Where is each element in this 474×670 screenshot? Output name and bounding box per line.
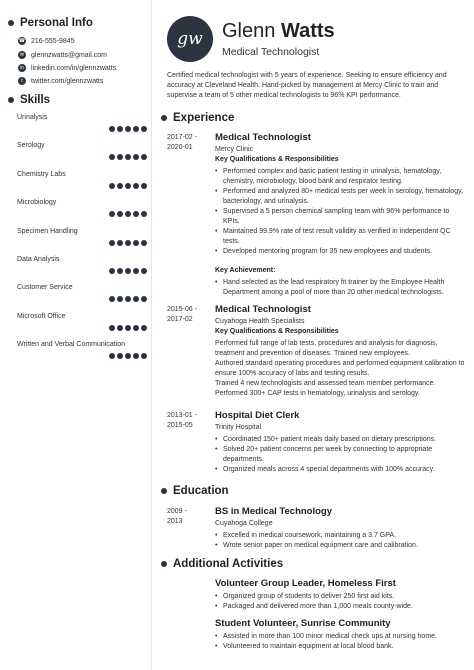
achievement-label: Key Achievement: xyxy=(215,267,276,274)
list-item: • Wrote senior paper on medical equipment care and calibration. xyxy=(215,541,465,551)
list-item: • Assisted in more than 100 minor medical check ups at nursing home. xyxy=(215,632,465,642)
qualifications-label: Key Qualifications & Responsibilities xyxy=(215,328,339,335)
profile-summary: Certified medical technologist with 5 years of experience. Seeking to ensure efficiency and accuracy at Cleveland Health. Hand-picked by management at Mercy Clinic to train and supervise a team of 5 other medical technologists to 96% KPI performance. xyxy=(167,72,447,99)
school-name: Cuyahoga College xyxy=(215,520,273,527)
personal-info-heading: Personal Info xyxy=(8,17,93,29)
bullet-dot-icon xyxy=(161,115,167,121)
full-name: Glenn Watts xyxy=(222,20,335,42)
activity-bullets xyxy=(215,632,465,652)
experience-heading: Experience xyxy=(161,112,234,124)
job-bullets xyxy=(215,167,465,257)
contact-phone: ☎ 216-555-9845 xyxy=(18,37,75,45)
activity-bullets xyxy=(215,592,465,612)
activity-title: Volunteer Group Leader, Homeless First xyxy=(215,578,396,589)
list-item: • Excelled in medical coursework, maintaining a 3.7 GPA. xyxy=(215,531,465,541)
phone-icon: ☎ xyxy=(18,38,26,44)
bullet-dot-icon xyxy=(161,561,167,567)
list-item: • Solved 20+ patient concerns per week by connecting to appropriate departments. xyxy=(215,445,465,465)
list-item: • Performed complex and basic patient testing in urinalysis, hematology, chemistry, microbiology, blood bank and respirator testing. xyxy=(215,167,465,187)
list-item: • Volunteered to maintain equipment at local blood bank. xyxy=(215,642,465,652)
list-item: • Organized group of students to deliver 250 first aid kits. xyxy=(215,592,465,602)
degree-title: BS in Medical Technology xyxy=(215,506,333,517)
education-bullets xyxy=(215,531,465,551)
list-item: • Performed and analyzed 80+ medical tests per week in serology, hematology, bacteriology, and urinalysis. xyxy=(215,187,465,207)
list-item: • Supervised a 5 person chemical sampling team with 96% performance to KPIs. xyxy=(215,207,465,227)
job-dates: 2015-06 - 2017-02 xyxy=(167,306,197,323)
company-name: Trinity Hospital xyxy=(215,424,262,431)
skill-name: Data Analysis xyxy=(17,256,60,263)
list-item: • Organized meals across 4 special departments with 100% accuracy. xyxy=(215,465,465,475)
education-dates: 2009 - 2013 xyxy=(167,508,187,525)
job-bullets xyxy=(215,435,465,475)
skill-name: Microsoft Office xyxy=(17,312,66,320)
list-item: • Packaged and delivered more than 1,000 meals county-wide. xyxy=(215,602,465,612)
contact-linkedin[interactable]: in linkedin.com/in/glennzwatts xyxy=(18,64,116,72)
job-title-entry: Medical Technologist xyxy=(215,304,311,315)
twitter-icon: t xyxy=(18,77,26,85)
contact-email[interactable]: ✉ glennzwatts@gmail.com xyxy=(19,51,107,59)
email-icon: ✉ xyxy=(19,52,25,58)
skill-name: Microbiology xyxy=(17,199,57,207)
qualifications-label: Key Qualifications & Responsibilities xyxy=(215,156,339,163)
skill-name: Specimen Handling xyxy=(17,227,78,235)
education-heading: Education xyxy=(161,485,229,497)
list-item: • Developed mentoring program for 35 new employees and students. xyxy=(215,247,465,257)
skills-heading: Skills xyxy=(8,94,50,106)
job-dates: 2017-02 - 2020-01 xyxy=(167,134,197,151)
job-title-entry: Hospital Diet Clerk xyxy=(215,410,300,421)
company-name: Mercy Clinic xyxy=(215,146,254,153)
monogram-avatar: gw xyxy=(167,16,213,62)
job-dates: 2013-01 - 2015-05 xyxy=(167,412,197,429)
company-name: Cuyahoga Health Specialists xyxy=(215,318,305,325)
skill-name: Written and Verbal Communication xyxy=(17,341,126,349)
job-title: Medical Technologist xyxy=(222,46,320,58)
list-item: • Hand selected as the lead respiratory fit trainer by the Employee Health Department among a pool of more than 20 other medical technologists. xyxy=(215,278,465,298)
activities-heading: Additional Activities xyxy=(161,558,283,570)
list-item: • Maintained 99.9% rate of test result validity as verified in independent QC tests. xyxy=(215,227,465,247)
skill-name: Serology xyxy=(17,142,45,150)
skill-name: Customer Service xyxy=(17,284,73,292)
contact-twitter[interactable]: t twitter.com/glennzwatts xyxy=(18,77,103,85)
bullet-dot-icon xyxy=(161,488,167,494)
skill-name: Chemistry Labs xyxy=(17,170,66,178)
list-item: • Coordinated 150+ patient meals daily based on dietary prescriptions. xyxy=(215,435,465,445)
skill-name: Urinalysis xyxy=(17,114,48,121)
activity-title: Student Volunteer, Sunrise Community xyxy=(215,618,391,629)
achievement-bullets xyxy=(215,278,465,298)
linkedin-icon: in xyxy=(18,64,26,72)
job-description: Performed full range of lab tests, procedures and analysis for diagnosis, treatment and prevention of diseases. Trained new employees. Authored standard operating procedures and performed equipment calibration to ensure 100% accuracy of labs and testing results. Trained 4 new technologists and assessed team member performance. Performed 300+ CAP tests in hematology, urinalysis and serology. xyxy=(215,340,465,397)
job-title-entry: Medical Technologist xyxy=(215,132,311,143)
